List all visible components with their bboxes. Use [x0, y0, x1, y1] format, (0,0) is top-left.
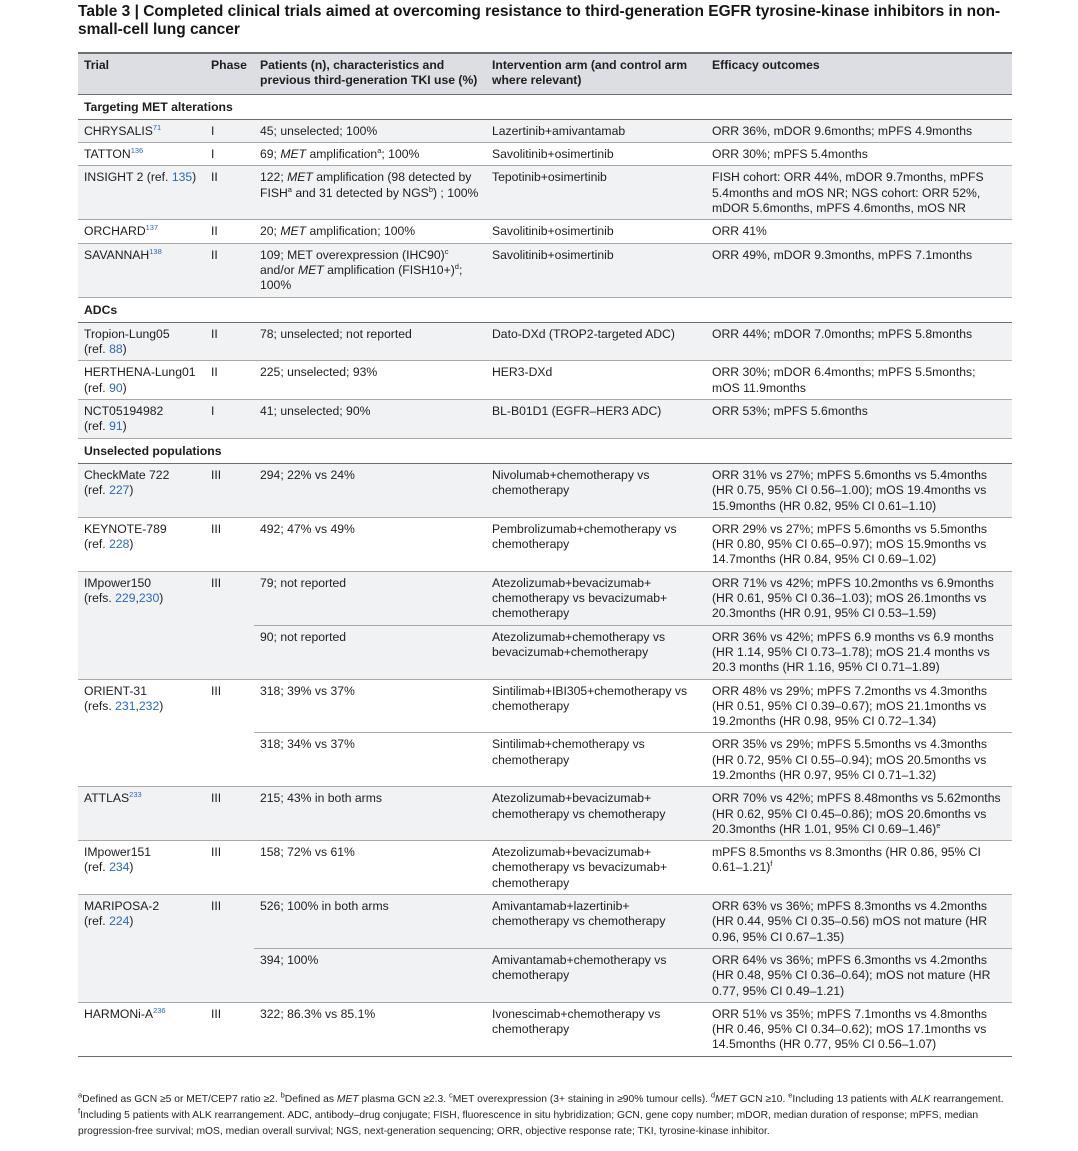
phase-cell: I — [205, 400, 254, 439]
section-unselected — [78, 438, 1012, 463]
table-row — [78, 571, 1012, 625]
header-trial: Trial — [78, 53, 205, 94]
trial-name: IMpower151 (ref. 234) — [78, 841, 205, 895]
trial-name: HARMONi-A$^{236}$ — [78, 1002, 205, 1056]
section-label: Unselected populations — [78, 438, 1012, 463]
citation-link[interactable]: 136 — [130, 146, 144, 156]
patients-cell: 492; 47% vs 49% — [254, 517, 486, 571]
intervention-cell: Amivantamab+lazertinib+ chemotherapy vs chemotherapy — [486, 895, 706, 949]
efficacy-cell: ORR 36% vs 42%; mPFS 6.9 months vs 6.9 months (HR 1.14, 95% CI 0.73–1.78); mOS 21.4 months vs 20.3 months (HR 1.16, 95% CI 0.71–1.89) — [706, 625, 1012, 679]
table-row — [78, 463, 1012, 517]
intervention-cell: Atezolizumab+bevacizumab+ chemotherapy vs chemotherapy — [486, 787, 706, 841]
efficacy-cell: ORR 64% vs 36%; mPFS 6.3months vs 4.2months (HR 0.48, 95% CI 0.36–0.64); mOS not mature (HR 0.77, 95% CI 0.49–1.21) — [706, 948, 1012, 1002]
section-adc — [78, 297, 1012, 322]
patients-cell: 41; unselected; 90% — [254, 400, 486, 439]
table-row — [78, 243, 1012, 297]
header-phase: Phase — [205, 53, 254, 94]
phase-cell: III — [205, 1002, 254, 1056]
table-row — [78, 679, 1012, 733]
table-row — [78, 166, 1012, 220]
phase-cell: III — [205, 571, 254, 679]
phase-cell: III — [205, 679, 254, 787]
intervention-cell: Savolitinib+osimertinib — [486, 143, 706, 166]
reference-link[interactable]: 90 — [109, 380, 123, 395]
efficacy-cell: ORR 49%, mDOR 9.3months, mPFS 7.1months — [706, 243, 1012, 297]
intervention-cell: Atezolizumab+chemotherapy vs bevacizumab+chemotherapy — [486, 625, 706, 679]
header-row — [78, 53, 1012, 94]
intervention-cell: Amivantamab+chemotherapy vs chemotherapy — [486, 948, 706, 1002]
patients-cell: 109; MET overexpression (IHC90)$^c$ and/or MET amplification (FISH10+)$^d$; 100% — [254, 243, 486, 297]
phase-cell: I — [205, 119, 254, 142]
section-label: ADCs — [78, 297, 1012, 322]
trial-name: CHRYSALIS$^{71}$ — [78, 119, 205, 142]
table-row — [78, 841, 1012, 895]
trial-name: NCT05194982 (ref. 91) — [78, 400, 205, 439]
table-row — [78, 787, 1012, 841]
efficacy-cell: ORR 63% vs 36%; mPFS 8.3months vs 4.2months (HR 0.44, 95% CI 0.35–0.56) mOS not mature (HR 0.96, 95% CI 0.67–1.35) — [706, 895, 1012, 949]
trial-name: IMpower150 (refs. 229,230) — [78, 571, 205, 679]
table-row — [78, 895, 1012, 949]
patients-cell: 45; unselected; 100% — [254, 119, 486, 142]
citation-link[interactable]: 236 — [153, 1005, 166, 1015]
phase-cell: III — [205, 787, 254, 841]
trial-name: Tropion-Lung05 (ref. 88) — [78, 322, 205, 361]
trial-name: ORCHARD$^{137}$ — [78, 220, 205, 243]
efficacy-cell: ORR 31% vs 27%; mPFS 5.6months vs 5.4months (HR 0.75, 95% CI 0.56–1.00); mOS 19.4months vs 15.9months (HR 0.82, 95% CI 0.61–1.10) — [706, 463, 1012, 517]
trial-name: SAVANNAH$^{138}$ — [78, 243, 205, 297]
table-row — [78, 119, 1012, 142]
efficacy-cell: ORR 51% vs 35%; mPFS 7.1months vs 4.8months (HR 0.46, 95% CI 0.34–0.62); mOS 17.1months vs 14.5months (HR 0.77, 95% CI 0.56–1.07) — [706, 1002, 1012, 1056]
trial-name: CheckMate 722 (ref. 227) — [78, 463, 205, 517]
intervention-cell: Tepotinib+osimertinib — [486, 166, 706, 220]
reference-link[interactable]: 230 — [138, 591, 160, 606]
table-row — [78, 517, 1012, 571]
phase-cell: III — [205, 463, 254, 517]
reference-link[interactable]: 229 — [115, 591, 136, 606]
phase-cell: II — [205, 166, 254, 220]
efficacy-cell: ORR 30%; mPFS 5.4months — [706, 143, 1012, 166]
patients-cell: 78; unselected; not reported — [254, 322, 486, 361]
patients-cell: 122; MET amplification (98 detected by FISH$^a$ and 31 detected by NGS$^b$) ; 100% — [254, 166, 486, 220]
efficacy-cell: mPFS 8.5months vs 8.3months (HR 0.86, 95% CI 0.61–1.21)$^f$ — [706, 841, 1012, 895]
efficacy-cell: ORR 29% vs 27%; mPFS 5.6months vs 5.5months (HR 0.80, 95% CI 0.65–0.97); mOS 15.9months vs 14.7months (HR 0.84, 95% CI 0.69–1.02) — [706, 517, 1012, 571]
patients-cell: 90; not reported — [254, 625, 486, 679]
phase-cell: III — [205, 841, 254, 895]
patients-cell: 322; 86.3% vs 85.1% — [254, 1002, 486, 1056]
efficacy-cell: ORR 44%; mDOR 7.0months; mPFS 5.8months — [706, 322, 1012, 361]
reference-link[interactable]: 91 — [109, 419, 123, 434]
patients-cell: 158; 72% vs 61% — [254, 841, 486, 895]
trial-name: ORIENT-31 (refs. 231,232) — [78, 679, 205, 787]
intervention-cell: Atezolizumab+bevacizumab+ chemotherapy vs bevacizumab+ chemotherapy — [486, 841, 706, 895]
header-efficacy: Efficacy outcomes — [706, 53, 1012, 94]
reference-link[interactable]: 234 — [109, 860, 130, 875]
intervention-cell: Lazertinib+amivantamab — [486, 119, 706, 142]
reference-link[interactable]: 88 — [109, 342, 123, 357]
trial-name: KEYNOTE-789 (ref. 228) — [78, 517, 205, 571]
phase-cell: II — [205, 361, 254, 400]
efficacy-cell: ORR 48% vs 29%; mPFS 7.2months vs 4.3months (HR 0.51, 95% CI 0.39–0.67); mOS 21.1months vs 19.2months (HR 0.98, 95% CI 0.72–1.34) — [706, 679, 1012, 733]
table-footnotes: $^a$Defined as GCN ≥5 or MET/CEP7 ratio ≥2. $^b$Defined as MET plasma GCN ≥2.3. $^c$MET overexpression (3+ staining in ≥90% tumour cells). $^d$MET GCN ≥10. $^e$Including 13 patients with ALK rearrangement. $^f$Including 5 patients with ALK rearrangement. ADC, antibody–drug conjugate; FISH, fluorescence in situ hybridization; GCN, gene copy number; mDOR, median duration of response; mPFS, median progression-free survival; mOS, median overall survival; NGS, next-generation sequencing; ORR, objective response rate; TKI, tyrosine-kinase inhibitor. — [78, 1090, 1004, 1137]
efficacy-cell: ORR 41% — [706, 220, 1012, 243]
patients-cell: 215; 43% in both arms — [254, 787, 486, 841]
citation-link[interactable]: 138 — [149, 246, 162, 256]
intervention-cell: BL-B01D1 (EGFR–HER3 ADC) — [486, 400, 706, 439]
table-row — [78, 400, 1012, 439]
header-intervention: Intervention arm (and control arm where relevant) — [486, 53, 706, 94]
efficacy-cell: ORR 35% vs 29%; mPFS 5.5months vs 4.3months (HR 0.72, 95% CI 0.55–0.94); mOS 20.5months vs 19.2months (HR 0.97, 95% CI 0.71–1.32) — [706, 733, 1012, 787]
trials-table — [78, 52, 1012, 1057]
table-row — [78, 220, 1012, 243]
intervention-cell: Savolitinib+osimertinib — [486, 243, 706, 297]
intervention-cell: Sintilimab+IBI305+chemotherapy vs chemotherapy — [486, 679, 706, 733]
phase-cell: III — [205, 517, 254, 571]
patients-cell: 79; not reported — [254, 571, 486, 625]
intervention-cell: Nivolumab+chemotherapy vs chemotherapy — [486, 463, 706, 517]
phase-cell: II — [205, 220, 254, 243]
intervention-cell: Dato-DXd (TROP2-targeted ADC) — [486, 322, 706, 361]
trial-name: ATTLAS$^{233}$ — [78, 787, 205, 841]
intervention-cell: Ivonescimab+chemotherapy vs chemotherapy — [486, 1002, 706, 1056]
citation-link[interactable]: 71 — [152, 122, 162, 132]
trial-name: TATTON$^{136}$ — [78, 143, 205, 166]
reference-link[interactable]: 224 — [109, 914, 130, 929]
reference-link[interactable]: 228 — [109, 537, 130, 552]
efficacy-cell: ORR 30%; mDOR 6.4months; mPFS 5.5months; mOS 11.9months — [706, 361, 1012, 400]
efficacy-cell: ORR 53%; mPFS 5.6months — [706, 400, 1012, 439]
trial-name: HERTHENA-Lung01 (ref. 90) — [78, 361, 205, 400]
intervention-cell: Savolitinib+osimertinib — [486, 220, 706, 243]
efficacy-cell: FISH cohort: ORR 44%, mDOR 9.7months, mPFS 5.4months and mOS NR; NGS cohort: ORR 52%, mDOR 5.6months, mPFS 4.6months, mOS NR — [706, 166, 1012, 220]
citation-link[interactable]: 233 — [129, 790, 142, 800]
phase-cell: I — [205, 143, 254, 166]
patients-cell: 20; MET amplification; 100% — [254, 220, 486, 243]
section-label: Targeting MET alterations — [78, 94, 1012, 119]
table-row — [78, 143, 1012, 166]
section-met — [78, 94, 1012, 119]
efficacy-cell: ORR 71% vs 42%; mPFS 10.2months vs 6.9months (HR 0.61, 95% CI 0.36–1.03); mOS 26.1months vs 20.3months (HR 0.91, 95% CI 0.53–1.59) — [706, 571, 1012, 625]
table-row — [78, 1002, 1012, 1056]
intervention-cell: Pembrolizumab+chemotherapy vs chemotherapy — [486, 517, 706, 571]
phase-cell: III — [205, 895, 254, 1003]
reference-link[interactable]: 232 — [138, 698, 160, 713]
patients-cell: 225; unselected; 93% — [254, 361, 486, 400]
table-title: Table 3 | Completed clinical trials aimed at overcoming resistance to third-generation EGFR tyrosine-kinase inhibitors in non-small-cell lung cancer — [78, 3, 1001, 38]
citation-link[interactable]: 137 — [145, 223, 159, 233]
patients-cell: 69; MET amplification$^a$; 100% — [254, 143, 486, 166]
phase-cell: II — [205, 322, 254, 361]
reference-link[interactable]: 227 — [109, 483, 130, 498]
header-patients: Patients (n), characteristics and previous third-generation TKI use (%) — [254, 53, 486, 94]
trial-name: MARIPOSA-2 (ref. 224) — [78, 895, 205, 1003]
reference-link[interactable]: 135 — [171, 170, 193, 185]
patients-cell: 526; 100% in both arms — [254, 895, 486, 949]
table-row — [78, 322, 1012, 361]
intervention-cell: Sintilimab+chemotherapy vs chemotherapy — [486, 733, 706, 787]
reference-link[interactable]: 231 — [115, 698, 136, 713]
table-row — [78, 361, 1012, 400]
patients-cell: 318; 39% vs 37% — [254, 679, 486, 733]
intervention-cell: Atezolizumab+bevacizumab+ chemotherapy vs bevacizumab+ chemotherapy — [486, 571, 706, 625]
patients-cell: 294; 22% vs 24% — [254, 463, 486, 517]
efficacy-cell: ORR 70% vs 42%; mPFS 8.48months vs 5.62months (HR 0.62, 95% CI 0.45–0.86); mOS 20.6months vs 20.3months (HR 1.01, 95% CI 0.69–1.46)$^e$ — [706, 787, 1012, 841]
intervention-cell: HER3-DXd — [486, 361, 706, 400]
trial-name: INSIGHT 2 (ref. 135) — [78, 166, 205, 220]
patients-cell: 318; 34% vs 37% — [254, 733, 486, 787]
efficacy-cell: ORR 36%, mDOR 9.6months; mPFS 4.9months — [706, 119, 1012, 142]
patients-cell: 394; 100% — [254, 948, 486, 1002]
phase-cell: II — [205, 243, 254, 297]
